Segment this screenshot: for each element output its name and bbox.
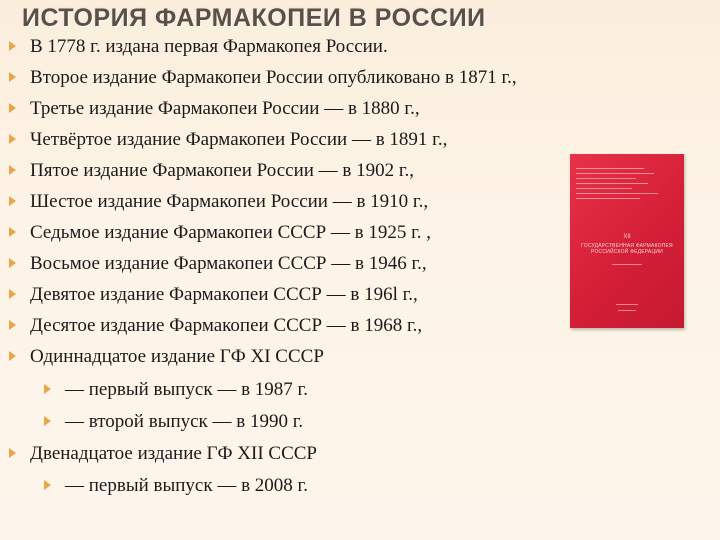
bullet-arrow-icon (9, 227, 16, 237)
list-item (9, 95, 420, 123)
bullet-arrow-icon (9, 351, 16, 361)
bullet-arrow-icon (9, 448, 16, 458)
bullet-arrow-icon (9, 289, 16, 299)
list-item (9, 281, 418, 309)
list-item-text: Второе издание Фармакопеи России опубликовано в 1871 г., (30, 67, 517, 88)
book-edition-number: XII (623, 234, 631, 240)
list-item-text: — первый выпуск — в 2008 г. (65, 475, 308, 496)
list-item-text: Девятое издание Фармакопеи СССР — в 196l г., (30, 284, 418, 305)
list-item-text: Шестое издание Фармакопеи России — в 1910 г., (30, 191, 429, 212)
list-item (9, 250, 427, 278)
list-item-text: — первый выпуск — в 1987 г. (65, 379, 308, 400)
list-item (9, 33, 388, 61)
bullet-arrow-icon (9, 320, 16, 330)
list-item (9, 157, 414, 185)
list-item (9, 312, 422, 340)
sub-list-item (44, 472, 308, 500)
list-item (9, 64, 517, 92)
bullet-arrow-icon (9, 134, 16, 144)
list-item-text: Двенадцатое издание ГФ XII СССР (30, 443, 318, 464)
list-item-text: Десятое издание Фармакопеи СССР — в 1968 г., (30, 315, 423, 336)
book-title-line: РОССИЙСКОЙ ФЕДЕРАЦИИ (591, 249, 663, 255)
bullet-arrow-icon (9, 165, 16, 175)
bullet-arrow-icon (44, 384, 51, 394)
list-item (9, 219, 431, 247)
pharmacopoeia-book-cover-image (570, 154, 684, 328)
list-item-text: Седьмое издание Фармакопеи СССР — в 1925 г. , (30, 222, 432, 243)
list-item-text: Пятое издание Фармакопеи России — в 1902 г., (30, 160, 415, 181)
list-item-text: — второй выпуск — в 1990 г. (65, 411, 304, 432)
list-item (9, 188, 428, 216)
list-item (9, 126, 447, 154)
list-item (9, 343, 324, 371)
slide-title: ИСТОРИЯ ФАРМАКОПЕИ В РОССИИ (22, 4, 486, 32)
list-item-text: Одиннадцатое издание ГФ XI СССР (30, 346, 324, 367)
bullet-arrow-icon (9, 258, 16, 268)
sub-list-item (44, 376, 308, 404)
bullet-arrow-icon (9, 103, 16, 113)
bullet-arrow-icon (9, 196, 16, 206)
bullet-arrow-icon (44, 480, 51, 490)
list-item-text: Восьмое издание Фармакопеи СССР — в 1946 г., (30, 253, 427, 274)
list-item (9, 440, 317, 468)
list-item-text: Третье издание Фармакопеи России — в 1880 г., (30, 98, 420, 119)
bullet-arrow-icon (9, 41, 16, 51)
book-title-line: ГОСУДАРСТВЕННАЯ ФАРМАКОПЕЯ (581, 243, 673, 249)
bullet-arrow-icon (44, 416, 51, 426)
list-item-text: В 1778 г. издана первая Фармакопея России. (30, 36, 388, 57)
list-item-text: Четвёртое издание Фармакопеи России — в 1891 г., (30, 129, 448, 150)
bullet-arrow-icon (9, 72, 16, 82)
sub-list-item (44, 408, 303, 436)
book-title (578, 243, 676, 255)
